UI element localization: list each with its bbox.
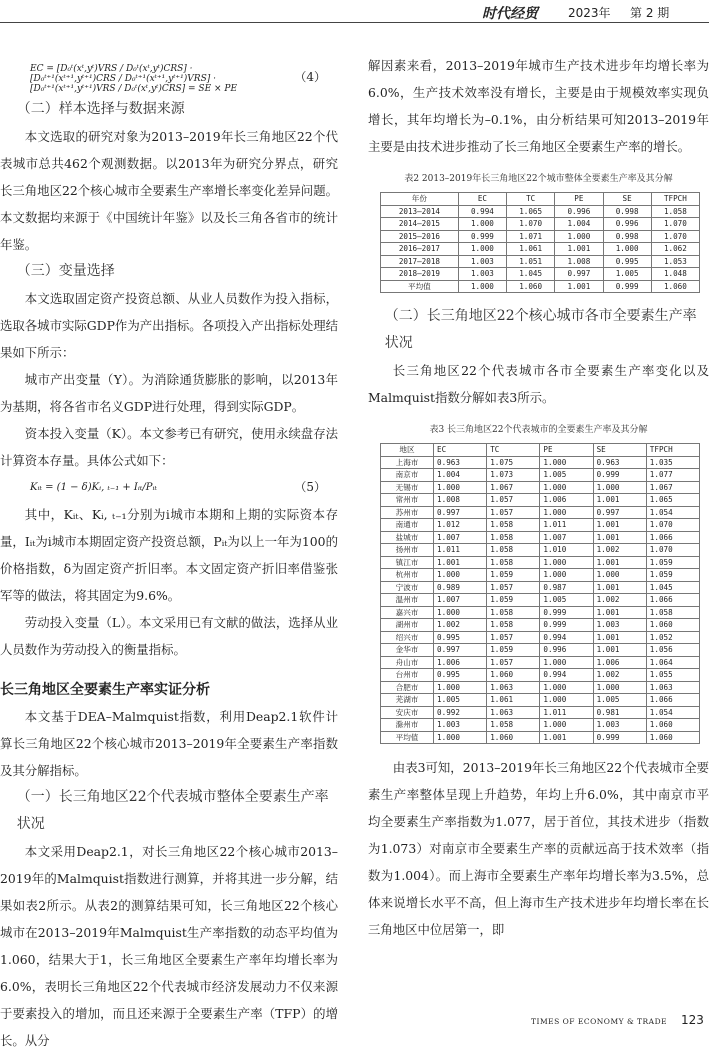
table3-cell: 滁州市 <box>381 719 434 732</box>
table2-cell: 1.004 <box>555 218 603 231</box>
table3-cell: 1.059 <box>487 594 540 607</box>
paragraph-city-tfp: 长三角地区22个代表城市各市全要素生产率变化以及Malmquist指数分解如表3所示。 <box>368 363 709 405</box>
table3-cell: 1.000 <box>540 506 593 519</box>
table3-cell: 1.001 <box>434 556 487 569</box>
table3-cell: 上海市 <box>381 456 434 469</box>
table3-cell: 1.058 <box>487 531 540 544</box>
table2-caption: 表2 2013–2019年长三角地区22个城市整体全要素生产率及其分解 <box>404 174 673 184</box>
table2-cell: 2014–2015 <box>381 218 459 231</box>
table3-cell: 南京市 <box>381 469 434 482</box>
table3-cell: 1.001 <box>593 581 646 594</box>
table3-caption: 表3 长三角地区22个代表城市的全要素生产率及其分解 <box>429 425 648 435</box>
table2-cell: 1.060 <box>651 280 699 293</box>
table3-cell: 1.058 <box>487 606 540 619</box>
table3-cell: 1.066 <box>646 694 699 707</box>
table3-cell: 1.008 <box>434 494 487 507</box>
table3-cell: 0.994 <box>540 631 593 644</box>
table3-cell: 1.000 <box>540 681 593 694</box>
table3-cell: 嘉兴市 <box>381 606 434 619</box>
formula-4-expression: EC = [D₀ᵗ(xᵗ,yᵗ)VRS / D₀ᵗ(xᵗ,yᵗ)CRS] · [D₀ᵗ⁺¹(xᵗ⁺¹,yᵗ⁺¹)CRS / D₀ᵗ⁺¹(xᵗ⁺¹,yᵗ⁺¹)VRS] · [D₀ᵗ⁺¹(xᵗ⁺¹,yᵗ⁺¹)VRS / D₀ᵗ(xᵗ,yᵗ)CRS] = SE × PE <box>30 64 238 94</box>
table2-row <box>381 205 700 218</box>
table3-header-cell: TFPCH <box>646 444 699 457</box>
table3-cell: 1.003 <box>593 719 646 732</box>
table3-row <box>381 456 700 469</box>
table3-cell: 1.001 <box>593 556 646 569</box>
table3 <box>380 443 700 744</box>
table3-row <box>381 606 700 619</box>
table3-cell: 1.063 <box>487 681 540 694</box>
table2-cell: 1.071 <box>507 230 555 243</box>
table3-cell: 1.000 <box>593 569 646 582</box>
table3-cell: 1.035 <box>646 456 699 469</box>
table3-cell: 1.004 <box>434 469 487 482</box>
table3-cell: 杭州市 <box>381 569 434 582</box>
table3-row <box>381 619 700 632</box>
table3-cell: 1.012 <box>434 519 487 532</box>
table2-cell: 1.000 <box>458 243 506 256</box>
header-year: 2023年 <box>568 6 611 20</box>
table3-cell: 1.011 <box>540 706 593 719</box>
table3-cell: 0.997 <box>593 506 646 519</box>
table3-cell: 1.000 <box>540 456 593 469</box>
table2-cell: 1.048 <box>651 268 699 281</box>
table3-cell: 1.060 <box>646 731 699 744</box>
table2-row <box>381 243 700 256</box>
paragraph-table3-analysis: 由表3可知，2013–2019年长三角地区22个代表城市全要素生产率整体呈现上升趋势，年均上升6.0%，其中南京市平均全要素生产率指数为1.077，居于首位，其技术进步（指数为1.073）对南京市全要素生产率的贡献远高于技术效率（指数为1.004）。而上海市全要素生产率年均增长率为3.5%，总体来说增长水平不高，但上海市生产技术进步年均增长率在长三角地区中位居第一，即 <box>368 760 709 937</box>
table3-header-row <box>381 444 700 457</box>
table2-row <box>381 268 700 281</box>
paragraph-sample: 本文选取的研究对象为2013–2019年长三角地区22个代表城市总共462个观测数据。以2013年为研究分界点，研究长三角地区22个核心城市全要素生产率增长率变化差异问题。本文数据均来源于《中国统计年鉴》以及长三角各省市的统计年鉴。 <box>0 129 338 252</box>
table2-header-cell: TC <box>507 193 555 206</box>
table2-cell: 0.995 <box>603 255 651 268</box>
table3-cell: 1.059 <box>487 569 540 582</box>
table3-cell: 1.000 <box>540 481 593 494</box>
table2-cell: 1.061 <box>507 243 555 256</box>
table2-cell: 0.997 <box>555 268 603 281</box>
table3-cell: 1.066 <box>646 594 699 607</box>
table3-row <box>381 706 700 719</box>
table3-cell: 1.003 <box>593 619 646 632</box>
table2-cell: 1.000 <box>603 243 651 256</box>
table3-cell: 0.999 <box>593 731 646 744</box>
formula-5 <box>0 474 338 501</box>
table3-cell: 1.000 <box>593 681 646 694</box>
table3-cell: 0.987 <box>540 581 593 594</box>
table3-cell: 1.000 <box>540 556 593 569</box>
table3-cell: 1.010 <box>540 544 593 557</box>
table3-cell: 1.070 <box>646 519 699 532</box>
table3-cell: 安庆市 <box>381 706 434 719</box>
paragraph-empirical-intro: 本文基于DEA–Malmquist指数，利用Deap2.1软件计算长三角地区22个核心城市2013–2019年全要素生产率指数及其分解指标。 <box>0 709 338 778</box>
table3-cell: 0.989 <box>434 581 487 594</box>
table2-cell: 1.003 <box>458 255 506 268</box>
formula-5-expression: Kᵢₜ = (1 − δ)Kᵢ, ₜ₋₁ + Iᵢₜ/Pᵢₜ <box>30 482 157 493</box>
table3-cell: 1.052 <box>646 631 699 644</box>
table2-cell: 2017–2018 <box>381 255 459 268</box>
table3-cell: 1.060 <box>487 669 540 682</box>
table3-row <box>381 531 700 544</box>
table3-cell: 1.002 <box>593 594 646 607</box>
table3-cell: 温州市 <box>381 594 434 607</box>
table2-cell: 1.000 <box>555 230 603 243</box>
table3-cell: 0.992 <box>434 706 487 719</box>
table3-cell: 湖州市 <box>381 619 434 632</box>
table3-cell: 1.058 <box>487 619 540 632</box>
paragraph-continued: 解因素来看，2013–2019年城市生产技术进步年均增长率为6.0%，生产技术效率没有增长，主要是由于规模效率实现负增长，其年均增长为–0.1%，由分析结果可知2013–2019年主要是由技术进步推动了长三角地区全要素生产率的增长。 <box>368 58 709 154</box>
table2-cell: 1.001 <box>555 280 603 293</box>
table3-cell: 苏州市 <box>381 506 434 519</box>
table3-cell: 1.064 <box>646 656 699 669</box>
table3-cell: 0.999 <box>540 619 593 632</box>
table2-cell: 1.045 <box>507 268 555 281</box>
table3-cell: 1.002 <box>434 619 487 632</box>
table3-cell: 1.057 <box>487 581 540 594</box>
table3-cell: 0.995 <box>434 631 487 644</box>
table2-cell: 1.053 <box>651 255 699 268</box>
right-column <box>368 52 709 943</box>
heading-sample-selection: （二）样本选择与数据来源 <box>16 101 185 117</box>
table3-cell: 1.000 <box>593 481 646 494</box>
table3-cell: 1.058 <box>487 544 540 557</box>
table3-row <box>381 481 700 494</box>
table3-cell: 0.963 <box>434 456 487 469</box>
table3-cell: 1.057 <box>487 631 540 644</box>
table2-cell: 平均值 <box>381 280 459 293</box>
table3-cell: 1.055 <box>646 669 699 682</box>
table2-cell: 1.000 <box>458 218 506 231</box>
table2-cell: 1.005 <box>603 268 651 281</box>
table3-cell: 扬州市 <box>381 544 434 557</box>
table3-cell: 1.000 <box>434 481 487 494</box>
table3-cell: 1.059 <box>487 644 540 657</box>
table3-cell: 1.005 <box>540 469 593 482</box>
table3-cell: 1.001 <box>593 606 646 619</box>
table2-cell: 1.065 <box>507 205 555 218</box>
table3-cell: 1.002 <box>593 669 646 682</box>
table3-cell: 1.058 <box>487 556 540 569</box>
table3-cell: 1.075 <box>487 456 540 469</box>
table3-cell: 1.063 <box>487 706 540 719</box>
table2-row <box>381 255 700 268</box>
table3-row <box>381 544 700 557</box>
table3-cell: 1.000 <box>540 569 593 582</box>
paragraph-overall-tfp: 本文采用Deap2.1，对长三角地区22个核心城市2013–2019年的Malmquist指数进行测算，并将其进一步分解，结果如表2所示。从表2的测算结果可知，长三角地区22个核心城市在2013–2019年Malmquist生产率指数的动态平均值为1.060，结果大于1，长三角地区全要素生产率年均增长率为6.0%，表明长三角地区22个代表城市经济发展动力不仅来源于要素投入的增加，而且还来源于全要素生产率（TFP）的增长。从分 <box>0 844 338 1048</box>
table3-cell: 1.059 <box>646 569 699 582</box>
table2-cell: 1.070 <box>507 218 555 231</box>
table3-cell: 合肥市 <box>381 681 434 694</box>
table3-cell: 1.007 <box>540 531 593 544</box>
table3-cell: 0.999 <box>593 469 646 482</box>
table3-cell: 1.002 <box>593 544 646 557</box>
table3-cell: 芜湖市 <box>381 694 434 707</box>
table3-cell: 1.006 <box>540 494 593 507</box>
table3-row <box>381 581 700 594</box>
table3-cell: 1.056 <box>646 644 699 657</box>
table3-cell: 1.001 <box>540 731 593 744</box>
table2-cell: 0.998 <box>603 205 651 218</box>
table2-cell: 2016–2017 <box>381 243 459 256</box>
table3-cell: 宁波市 <box>381 581 434 594</box>
table2-header-cell: SE <box>603 193 651 206</box>
table3-row <box>381 569 700 582</box>
table3-header-cell: SE <box>593 444 646 457</box>
formula-4-number: （4） <box>294 70 326 84</box>
table3-cell: 1.000 <box>434 681 487 694</box>
table3-row <box>381 681 700 694</box>
table3-cell: 0.981 <box>593 706 646 719</box>
table3-cell: 舟山市 <box>381 656 434 669</box>
table3-row <box>381 694 700 707</box>
page-header <box>0 0 709 22</box>
section-heading-empirical: 长三角地区全要素生产率实证分析 <box>0 682 210 698</box>
journal-logo: 时代经贸 <box>482 6 538 22</box>
table3-cell: 1.005 <box>593 694 646 707</box>
paragraph-capital-variable: 资本投入变量（K）。本文参考已有研究，使用永续盘存法计算资本存量。具体公式如下： <box>0 426 338 468</box>
table3-cell: 1.058 <box>487 519 540 532</box>
table3-cell: 1.063 <box>646 681 699 694</box>
paragraph-capital-definition: 其中，Kᵢₜ、Kᵢ, ₜ₋₁分别为i城市本期和上期的实际资本存量，Iᵢₜ为i城市本期固定资产投资总额，Pᵢₜ为以上一年为100的价格指数，δ为固定资产折旧率。本文固定资产折旧率借鉴张军等的做法，将其固定为9.6%。 <box>0 507 338 603</box>
table3-header-cell: EC <box>434 444 487 457</box>
table3-cell: 1.060 <box>487 731 540 744</box>
table2-cell: 1.060 <box>507 280 555 293</box>
table3-cell: 1.001 <box>593 519 646 532</box>
heading-city-tfp: （二）长三角地区22个核心城市各市全要素生产率状况 <box>384 308 697 351</box>
table3-cell: 1.006 <box>434 656 487 669</box>
table3-cell: 1.061 <box>487 694 540 707</box>
table2-cell: 0.998 <box>603 230 651 243</box>
table3-cell: 0.996 <box>540 644 593 657</box>
table3-cell: 1.058 <box>646 606 699 619</box>
table3-cell: 1.045 <box>646 581 699 594</box>
table3-cell: 1.070 <box>646 544 699 557</box>
table2-cell: 1.003 <box>458 268 506 281</box>
heading-variable-selection: （三）变量选择 <box>16 263 115 279</box>
table3-row <box>381 719 700 732</box>
table3-cell: 平均值 <box>381 731 434 744</box>
table3-cell: 盐城市 <box>381 531 434 544</box>
table3-cell: 1.059 <box>646 556 699 569</box>
table3-row <box>381 656 700 669</box>
table2-cell: 0.996 <box>555 205 603 218</box>
table3-cell: 1.057 <box>487 656 540 669</box>
table2-cell: 0.999 <box>603 280 651 293</box>
table3-cell: 1.000 <box>434 606 487 619</box>
table3-cell: 1.066 <box>646 531 699 544</box>
table2-cell: 2015–2016 <box>381 230 459 243</box>
table3-cell: 金华市 <box>381 644 434 657</box>
table3-cell: 1.060 <box>646 719 699 732</box>
table3-cell: 1.003 <box>434 719 487 732</box>
table3-row <box>381 669 700 682</box>
table3-cell: 绍兴市 <box>381 631 434 644</box>
page-number: 123 <box>681 1013 704 1027</box>
table3-row <box>381 631 700 644</box>
paragraph-labor-variable: 劳动投入变量（L）。本文采用已有文献的做法，选择从业人员数作为劳动投入的衡量指标。 <box>0 615 338 657</box>
table3-cell: 常州市 <box>381 494 434 507</box>
table2-row <box>381 230 700 243</box>
table3-cell: 1.067 <box>487 481 540 494</box>
table2-header-cell: TFPCH <box>651 193 699 206</box>
table3-cell: 1.007 <box>434 594 487 607</box>
table3-row <box>381 506 700 519</box>
table3-cell: 1.000 <box>434 731 487 744</box>
left-column <box>0 52 338 1054</box>
formula-4 <box>0 52 338 96</box>
table3-cell: 南通市 <box>381 519 434 532</box>
table2-header-cell: EC <box>458 193 506 206</box>
table2-cell: 1.062 <box>651 243 699 256</box>
table3-row <box>381 731 700 744</box>
table3-cell: 镇江市 <box>381 556 434 569</box>
table2-cell: 2018–2019 <box>381 268 459 281</box>
table3-cell: 1.058 <box>487 719 540 732</box>
table3-header-cell: TC <box>487 444 540 457</box>
table3-cell: 1.000 <box>540 656 593 669</box>
table2-header-row <box>381 193 700 206</box>
header-issue: 第 2 期 <box>630 6 670 20</box>
paragraph-output-variable: 城市产出变量（Y）。为消除通货膨胀的影响，以2013年为基期，将各省市名义GDP进行处理，得到实际GDP。 <box>0 372 338 414</box>
table2-cell: 0.994 <box>458 205 506 218</box>
table2-row <box>381 218 700 231</box>
table3-cell: 0.997 <box>434 506 487 519</box>
table2-cell: 0.996 <box>603 218 651 231</box>
table3-cell: 1.011 <box>540 519 593 532</box>
table3-cell: 0.995 <box>434 669 487 682</box>
table3-cell: 无锡市 <box>381 481 434 494</box>
table2-cell: 1.008 <box>555 255 603 268</box>
table3-cell: 0.997 <box>434 644 487 657</box>
table3-row <box>381 494 700 507</box>
table2-cell: 1.000 <box>458 280 506 293</box>
table3-header-cell: 地区 <box>381 444 434 457</box>
table3-cell: 1.067 <box>646 481 699 494</box>
table3-row <box>381 594 700 607</box>
table2-cell: 1.070 <box>651 230 699 243</box>
table3-cell: 1.000 <box>540 719 593 732</box>
table3-cell: 1.001 <box>593 531 646 544</box>
table2-header-cell: 年份 <box>381 193 459 206</box>
header-rule <box>0 22 709 23</box>
table2-header-cell: PE <box>555 193 603 206</box>
table2-cell: 1.070 <box>651 218 699 231</box>
table2 <box>380 192 700 293</box>
table2-cell: 0.999 <box>458 230 506 243</box>
heading-overall-tfp: （一）长三角地区22个代表城市整体全要素生产率状况 <box>16 789 329 832</box>
table3-cell: 1.077 <box>646 469 699 482</box>
table3-cell: 1.011 <box>434 544 487 557</box>
table3-cell: 1.065 <box>646 494 699 507</box>
table3-cell: 1.057 <box>487 494 540 507</box>
table2-cell: 2013–2014 <box>381 205 459 218</box>
table3-cell: 1.005 <box>540 594 593 607</box>
table3-row <box>381 519 700 532</box>
table3-cell: 1.001 <box>593 631 646 644</box>
table3-cell: 1.000 <box>434 569 487 582</box>
table3-cell: 1.054 <box>646 706 699 719</box>
table3-cell: 1.001 <box>593 644 646 657</box>
table3-cell: 台州市 <box>381 669 434 682</box>
table3-cell: 1.060 <box>646 619 699 632</box>
table3-cell: 0.999 <box>540 606 593 619</box>
table3-cell: 1.007 <box>434 531 487 544</box>
table3-cell: 1.057 <box>487 506 540 519</box>
table3-row <box>381 469 700 482</box>
table3-cell: 0.994 <box>540 669 593 682</box>
footer-journal-name: TIMES OF ECONOMY & TRADE <box>531 1017 668 1026</box>
table3-cell: 1.054 <box>646 506 699 519</box>
table3-cell: 0.963 <box>593 456 646 469</box>
table2-cell: 1.001 <box>555 243 603 256</box>
table3-header-cell: PE <box>540 444 593 457</box>
table2-cell: 1.058 <box>651 205 699 218</box>
table2-cell: 1.051 <box>507 255 555 268</box>
table3-cell: 1.000 <box>540 694 593 707</box>
table3-row <box>381 644 700 657</box>
table3-cell: 1.001 <box>593 494 646 507</box>
table3-row <box>381 556 700 569</box>
table3-cell: 1.073 <box>487 469 540 482</box>
table3-cell: 1.005 <box>434 694 487 707</box>
table3-cell: 1.006 <box>593 656 646 669</box>
table2-row <box>381 280 700 293</box>
paragraph-variables: 本文选取固定资产投资总额、从业人员数作为投入指标，选取各城市实际GDP作为产出指标。各项投入产出指标处理结果如下所示： <box>0 291 338 360</box>
formula-5-number: （5） <box>294 480 326 494</box>
